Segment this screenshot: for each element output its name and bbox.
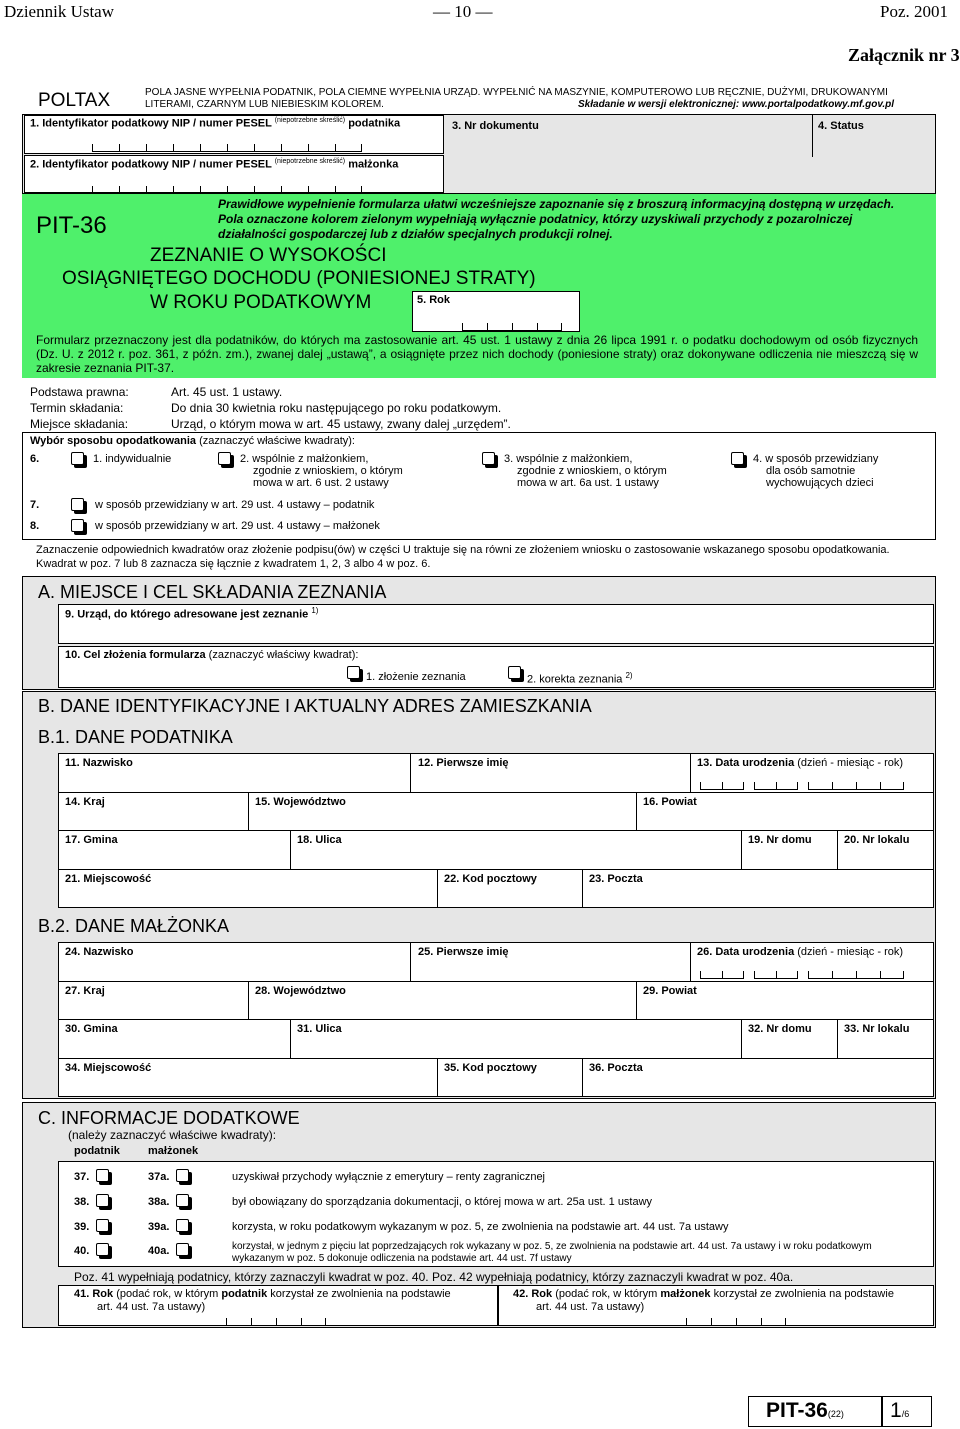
instructions-line2: LITERAMI, CZARNYM LUB NIEBIESKIM KOLOREM. xyxy=(145,99,384,110)
field-33-label[interactable]: 33. Nr lokalu xyxy=(844,1023,910,1035)
pos-39a: 39a. xyxy=(148,1221,170,1233)
title-line3: W ROKU PODATKOWYM xyxy=(150,292,372,313)
col-taxpayer: podatnik xyxy=(74,1145,120,1157)
pos-8: 8. xyxy=(30,520,40,532)
field-41-label: 41. Rok (podać rok, w którym podatnik korzystał ze zwolnienia na podstawie art. 44 ust. 7a ustawy) xyxy=(74,1288,451,1313)
field-27-label[interactable]: 27. Kraj xyxy=(65,985,105,997)
grid-line xyxy=(290,830,291,869)
info-text: Prawidłowe wypełnienie formularza ułatwi wcześniejsze zapoznanie się z broszurą informacyjną dostępną w urzędach. Pola oznaczone kolorem zielonym wypełniają wyłącznie podatnicy, którzy uzyskiwali przychody z pozarolniczej działalności gospodarczej lub z działów specjalnych produkcji rolnej. xyxy=(218,197,895,241)
row-40-text: korzystał, w jednym z pięciu lat poprzedzających rok wykazany w poz. 5, ze zwolnienia na podstawie art. 44 ust. 7a ustawy i w roku podatkowym wykazanym w poz. 5 dokonuje odliczenia na podstawie art. 44 ust. 7f ustawy xyxy=(232,1241,872,1264)
date-ticks-year xyxy=(808,782,904,790)
field-22-label[interactable]: 22. Kod pocztowy xyxy=(444,873,537,885)
field-30-label[interactable]: 30. Gmina xyxy=(65,1023,118,1035)
grid-line xyxy=(58,792,934,793)
field-19-label[interactable]: 19. Nr domu xyxy=(748,834,812,846)
basis-value: Art. 45 ust. 1 ustawy. xyxy=(171,385,283,399)
divider xyxy=(812,115,813,157)
poltax-label: POLTAX xyxy=(38,90,111,111)
annex-label: Załącznik nr 3 xyxy=(848,45,960,65)
col-spouse: małżonek xyxy=(148,1145,199,1157)
grid-line xyxy=(437,869,438,908)
grid-line xyxy=(58,1058,934,1059)
date-ticks-year xyxy=(808,971,904,979)
date-ticks-month xyxy=(754,782,798,790)
checkbox-37[interactable] xyxy=(96,1169,109,1182)
opt3-label: 3. wspólnie z małżonkiem, zgodnie z wnioskiem, o którym mowa w art. 6a ust. 1 ustawy xyxy=(504,453,667,489)
checkbox-40a[interactable] xyxy=(176,1243,189,1256)
grid-line xyxy=(248,792,249,830)
checkbox-opt2[interactable] xyxy=(218,452,231,465)
opt8-label: w sposób przewidziany w art. 29 ust. 4 ustawy – małżonek xyxy=(95,520,380,532)
deadline-label: Termin składania: xyxy=(30,401,124,415)
form-code: PIT-36 xyxy=(36,212,107,239)
field-16-label[interactable]: 16. Powiat xyxy=(643,796,697,808)
submit-label: 1. złożenie zeznania xyxy=(366,671,466,683)
grid-line xyxy=(741,1019,742,1058)
nip-ticks-2 xyxy=(92,186,362,194)
opt7-label: w sposób przewidziany w art. 29 ust. 4 ustawy – podatnik xyxy=(95,499,375,511)
instructions-line1: POLA JASNE WYPEŁNIA PODATNIK, POLA CIEMNE WYPEŁNIA URZĄD. WYPEŁNIĆ NA MASZYNIE, KOMPUTEROWO LUB RĘCZNIE, DUŻYMI, DRUKOWANYMI xyxy=(145,87,888,98)
field-2-label: 2. Identyfikator podatkowy NIP / numer PESEL $^{(niepotrzebne skreślić)}$ małżonka xyxy=(30,158,399,171)
checkbox-38a[interactable] xyxy=(176,1194,189,1207)
field-36-label[interactable]: 36. Poczta xyxy=(589,1062,643,1074)
grid-line xyxy=(58,869,934,870)
field-17-label[interactable]: 17. Gmina xyxy=(65,834,118,846)
grid-line xyxy=(58,830,934,831)
field-23-label[interactable]: 23. Poczta xyxy=(589,873,643,885)
journal-name: Dziennik Ustaw xyxy=(4,2,115,21)
grid-line xyxy=(58,1019,934,1020)
grid-line xyxy=(582,869,583,908)
checkbox-correction[interactable] xyxy=(508,666,521,679)
field-3-label: 3. Nr dokumentu xyxy=(452,120,539,132)
grid-line xyxy=(636,981,637,1019)
year-ticks xyxy=(462,323,562,331)
year-42-ticks xyxy=(686,1318,786,1326)
field-9-label: 9. Urząd, do którego adresowane jest zeznanie $^{1)}$ xyxy=(65,606,319,621)
section-b2-title: B.2. DANE MAŁŻONKA xyxy=(38,916,230,936)
field-4-label: 4. Status xyxy=(818,120,864,132)
row-37-text: uzyskiwał przychody wyłącznie z emerytury – renty zagranicznej xyxy=(232,1171,546,1183)
grid-line xyxy=(690,942,691,981)
grid-line xyxy=(410,753,411,792)
checkbox-opt1[interactable] xyxy=(71,452,84,465)
taxation-note: Zaznaczenie odpowiednich kwadratów oraz złożenie podpisu(ów) w części U traktuje się na równi ze złożeniem wniosku o zastosowanie wskazanego sposobu opodatkowania. Kwadrat w poz. 7 lub 8 zaznacza się łącznie z kwadratem 1, 2, 3 albo 4 w poz. 6. xyxy=(36,544,890,570)
section-c-title: C. INFORMACJE DODATKOWE xyxy=(38,1108,300,1128)
date-ticks-month xyxy=(754,971,798,979)
grid-line xyxy=(837,1019,838,1058)
section-c-hint: (należy zaznaczyć właściwe kwadraty): xyxy=(68,1128,277,1142)
opt1-label: 1. indywidualnie xyxy=(93,453,172,465)
grid-line xyxy=(437,1058,438,1097)
checkbox-submit[interactable] xyxy=(347,666,360,679)
grid-line xyxy=(741,830,742,869)
field-24-label[interactable]: 24. Nazwisko xyxy=(65,946,134,958)
field-28-label[interactable]: 28. Województwo xyxy=(255,985,346,997)
grid-line xyxy=(636,792,637,830)
section-b1-title: B.1. DANE PODATNIKA xyxy=(38,727,233,747)
checkbox-opt7[interactable] xyxy=(71,498,84,511)
field-35-label[interactable]: 35. Kod pocztowy xyxy=(444,1062,537,1074)
grid-line xyxy=(58,981,934,982)
checkbox-opt8[interactable] xyxy=(71,519,84,532)
field-14-label[interactable]: 14. Kraj xyxy=(65,796,105,808)
pos-38a: 38a. xyxy=(148,1196,170,1208)
checkbox-38[interactable] xyxy=(96,1194,109,1207)
nip-ticks-1 xyxy=(92,144,362,152)
taxation-title: Wybór sposobu opodatkowania (zaznaczyć właściwe kwadraty): xyxy=(30,435,355,447)
opt4-label: 4. w sposób przewidziany dla osób samotnie wychowujących dzieci xyxy=(753,453,879,489)
pos-38: 38. xyxy=(74,1196,90,1208)
electronic-info: Składanie w wersji elektronicznej: www.portalpodatkowy.mf.gov.pl xyxy=(578,99,894,110)
basis-label: Podstawa prawna: xyxy=(30,385,129,399)
deadline-value: Do dnia 30 kwietnia roku następującego po roku podatkowym. xyxy=(171,401,502,415)
opt2-label: 2. wspólnie z małżonkiem, zgodnie z wnioskiem, o którym mowa w art. 6 ust. 2 ustawy xyxy=(240,453,403,489)
grid-line xyxy=(582,1058,583,1097)
correction-label: 2. korekta zeznania $^{2)}$ xyxy=(527,671,633,686)
date-ticks-day xyxy=(700,971,744,979)
field-21-label[interactable]: 21. Miejscowość xyxy=(65,873,152,885)
checkbox-opt3[interactable] xyxy=(482,452,495,465)
checkbox-40[interactable] xyxy=(96,1243,109,1256)
field-31-label[interactable]: 31. Ulica xyxy=(297,1023,342,1035)
field-13-label[interactable]: 13. Data urodzenia (dzień - miesiąc - rok) xyxy=(697,757,904,769)
section-c-note: Poz. 41 wypełniają podatnicy, którzy zaznaczyli kwadrat w poz. 40. Poz. 42 wypełniają podatnicy, którzy zaznaczyli kwadrat w poz. 40a. xyxy=(74,1270,794,1284)
field-11-label[interactable]: 11. Nazwisko xyxy=(65,757,133,769)
field-12-label[interactable]: 12. Pierwsze imię xyxy=(418,757,509,769)
form-description: Formularz przeznaczony jest dla podatników, do których ma zastosowanie art. 45 ust. 1 ustawy z dnia 26 lipca 1991 r. o podatku dochodowym od osób fizycznych (Dz. U. z 2012 r. poz. 361, z późn. zm.), zwanej dalej „ustawą”, a osiągnięte przez nich dochody (poniesione straty) oraz dokonywane odliczenia nie mieszczą się w zakresie zeznania PIT-37. xyxy=(36,333,918,375)
position-number: Poz. 2001 xyxy=(880,2,948,21)
grid-line xyxy=(248,981,249,1019)
pos-40: 40. xyxy=(74,1245,90,1257)
title-line1: ZEZNANIE O WYSOKOŚCI xyxy=(150,245,387,266)
pos-7: 7. xyxy=(30,499,40,511)
place-value: Urząd, o którym mowa w art. 45 ustawy, zwany dalej „urzędem”. xyxy=(171,417,511,431)
row-38-text: był obowiązany do sporządzania dokumentacji, o której mowa w art. 25a ust. 1 ustawy xyxy=(232,1196,653,1208)
field-20-label[interactable]: 20. Nr lokalu xyxy=(844,834,910,846)
field-42-label: 42. Rok (podać rok, w którym małżonek korzystał ze zwolnienia na podstawie art. 44 ust. 7a ustawy) xyxy=(513,1288,894,1313)
section-b-title: B. DANE IDENTYFIKACYJNE I AKTUALNY ADRES ZAMIESZKANIA xyxy=(38,696,592,716)
field-18-label[interactable]: 18. Ulica xyxy=(297,834,342,846)
field-34-label[interactable]: 34. Miejscowość xyxy=(65,1062,152,1074)
pos-37: 37. xyxy=(74,1171,90,1183)
field-15-label[interactable]: 15. Województwo xyxy=(255,796,346,808)
field-32-label[interactable]: 32. Nr domu xyxy=(748,1023,812,1035)
checkbox-39[interactable] xyxy=(96,1219,109,1232)
year-41-ticks xyxy=(226,1318,326,1326)
grid-line xyxy=(837,830,838,869)
checkbox-39a[interactable] xyxy=(176,1219,189,1232)
place-label: Miejsce składania: xyxy=(30,417,129,431)
pos-6: 6. xyxy=(30,453,40,465)
field-5-label: 5. Rok xyxy=(417,294,451,306)
field-29-label[interactable]: 29. Powiat xyxy=(643,985,697,997)
pos-37a: 37a. xyxy=(148,1171,170,1183)
date-ticks-day xyxy=(700,782,744,790)
footer-page: 1/6 xyxy=(890,1399,910,1422)
title-line2: OSIĄGNIĘTEGO DOCHODU (PONIESIONEJ STRATY) xyxy=(62,268,536,289)
grid-line xyxy=(290,1019,291,1058)
section-a-title: A. MIEJSCE I CEL SKŁADANIA ZEZNANIA xyxy=(38,582,387,602)
page-number: — 10 — xyxy=(433,2,493,21)
field-25-label[interactable]: 25. Pierwsze imię xyxy=(418,946,509,958)
checkbox-37a[interactable] xyxy=(176,1169,189,1182)
field-1-label: 1. Identyfikator podatkowy NIP / numer PESEL $^{(niepotrzebne skreślić)}$ podatnika xyxy=(30,117,401,130)
footer-form-code: PIT-36(22) xyxy=(766,1399,844,1422)
field-26-label[interactable]: 26. Data urodzenia (dzień - miesiąc - rok) xyxy=(697,946,904,958)
field-10-label: 10. Cel złożenia formularza (zaznaczyć właściwy kwadrat): xyxy=(65,649,359,661)
pos-40a: 40a. xyxy=(148,1245,170,1257)
grid-line xyxy=(410,942,411,981)
row-39-text: korzysta, w roku podatkowym wykazanym w poz. 5, ze zwolnienia na podstawie art. 44 ust. 7a ustawy xyxy=(232,1221,729,1233)
grid-line xyxy=(690,753,691,792)
checkbox-opt4[interactable] xyxy=(731,452,744,465)
pos-39: 39. xyxy=(74,1221,90,1233)
